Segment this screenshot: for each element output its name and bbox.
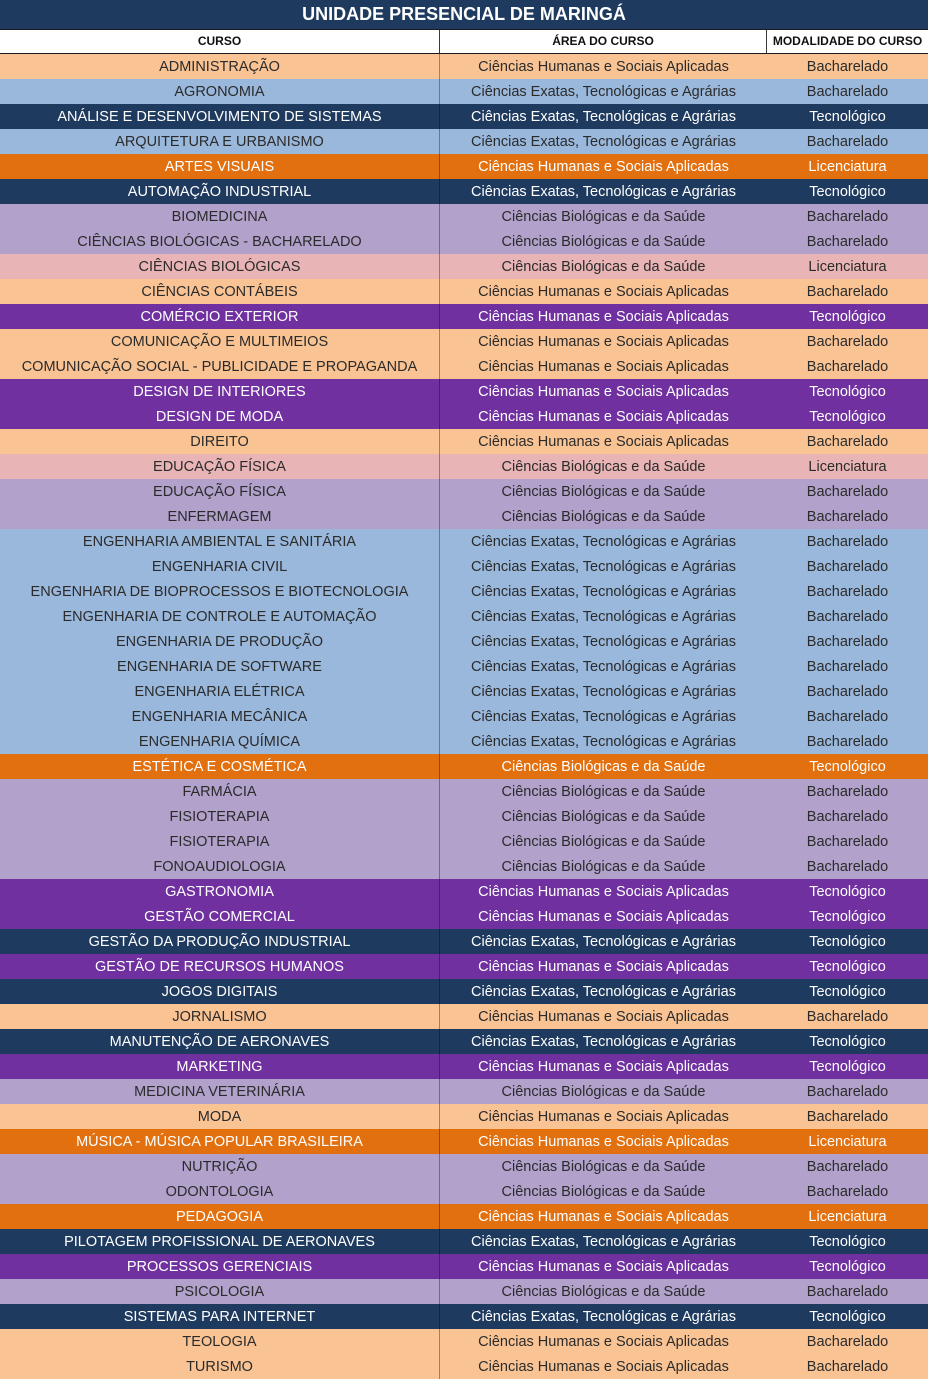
table-row bbox=[0, 679, 928, 704]
table-row bbox=[0, 604, 928, 629]
table-row bbox=[0, 529, 928, 554]
cell-area: Ciências Humanas e Sociais Aplicadas bbox=[478, 1334, 729, 1350]
cell-modalidade: Bacharelado bbox=[806, 584, 889, 600]
table-row bbox=[0, 954, 928, 979]
table-row bbox=[0, 854, 928, 879]
cell-curso: NUTRIÇÃO bbox=[0, 1154, 440, 1179]
cell-area: Ciências Humanas e Sociais Aplicadas bbox=[478, 59, 729, 75]
cell-modalidade: Tecnológico bbox=[809, 909, 886, 925]
cell-modalidade: Bacharelado bbox=[806, 809, 889, 825]
cell-curso: COMUNICAÇÃO SOCIAL - PUBLICIDADE E PROPAGANDA bbox=[0, 354, 440, 379]
cell-area: Ciências Biológicas e da Saúde bbox=[501, 784, 706, 800]
cell-area: Ciências Biológicas e da Saúde bbox=[501, 759, 706, 775]
cell-curso: ENGENHARIA CIVIL bbox=[0, 554, 440, 579]
cell-curso: COMUNICAÇÃO E MULTIMEIOS bbox=[0, 329, 440, 354]
table-row bbox=[0, 404, 928, 429]
cell-curso: MARKETING bbox=[0, 1054, 440, 1079]
cell-modalidade: Bacharelado bbox=[806, 1184, 889, 1200]
cell-curso: ADMINISTRAÇÃO bbox=[0, 54, 440, 79]
cell-curso: ANÁLISE E DESENVOLVIMENTO DE SISTEMAS bbox=[0, 104, 440, 129]
table-row bbox=[0, 304, 928, 329]
cell-area: Ciências Humanas e Sociais Aplicadas bbox=[478, 384, 729, 400]
cell-area: Ciências Humanas e Sociais Aplicadas bbox=[478, 359, 729, 375]
cell-area: Ciências Biológicas e da Saúde bbox=[501, 1159, 706, 1175]
cell-curso: ENGENHARIA DE CONTROLE E AUTOMAÇÃO bbox=[0, 604, 440, 629]
cell-modalidade: Tecnológico bbox=[809, 109, 886, 125]
cell-curso: ENGENHARIA DE SOFTWARE bbox=[0, 654, 440, 679]
cell-curso: COMÉRCIO EXTERIOR bbox=[0, 304, 440, 329]
cell-curso: ARTES VISUAIS bbox=[0, 154, 440, 179]
table-row bbox=[0, 829, 928, 854]
cell-modalidade: Bacharelado bbox=[806, 609, 889, 625]
table-row bbox=[0, 279, 928, 304]
cell-curso: ENGENHARIA QUÍMICA bbox=[0, 729, 440, 754]
cell-area: Ciências Biológicas e da Saúde bbox=[501, 1284, 706, 1300]
cell-modalidade: Bacharelado bbox=[806, 659, 889, 675]
cell-curso: CIÊNCIAS BIOLÓGICAS - BACHARELADO bbox=[0, 229, 440, 254]
table-row bbox=[0, 229, 928, 254]
cell-modalidade: Bacharelado bbox=[806, 559, 889, 575]
table-row bbox=[0, 104, 928, 129]
cell-curso: ODONTOLOGIA bbox=[0, 1179, 440, 1204]
cell-modalidade: Licenciatura bbox=[808, 1209, 887, 1225]
cell-modalidade: Tecnológico bbox=[809, 759, 886, 775]
table-row bbox=[0, 479, 928, 504]
cell-area: Ciências Exatas, Tecnológicas e Agrárias bbox=[471, 709, 736, 725]
table-row bbox=[0, 1104, 928, 1129]
cell-curso: BIOMEDICINA bbox=[0, 204, 440, 229]
table-row bbox=[0, 579, 928, 604]
cell-curso: CIÊNCIAS CONTÁBEIS bbox=[0, 279, 440, 304]
table-row bbox=[0, 554, 928, 579]
table-row bbox=[0, 1179, 928, 1204]
cell-modalidade: Tecnológico bbox=[809, 959, 886, 975]
table-row bbox=[0, 904, 928, 929]
table-row bbox=[0, 704, 928, 729]
cell-modalidade: Bacharelado bbox=[806, 1084, 889, 1100]
cell-area: Ciências Humanas e Sociais Aplicadas bbox=[478, 334, 729, 350]
header-row bbox=[0, 29, 928, 54]
cell-modalidade: Tecnológico bbox=[809, 934, 886, 950]
cell-curso: GESTÃO COMERCIAL bbox=[0, 904, 440, 929]
cell-modalidade: Bacharelado bbox=[806, 859, 889, 875]
cell-area: Ciências Exatas, Tecnológicas e Agrárias bbox=[471, 1309, 736, 1325]
cell-curso: PSICOLOGIA bbox=[0, 1279, 440, 1304]
cell-curso: DESIGN DE INTERIORES bbox=[0, 379, 440, 404]
cell-modalidade: Tecnológico bbox=[809, 984, 886, 1000]
cell-area: Ciências Exatas, Tecnológicas e Agrárias bbox=[471, 609, 736, 625]
table-row bbox=[0, 1004, 928, 1029]
cell-curso: ENGENHARIA MECÂNICA bbox=[0, 704, 440, 729]
table-row bbox=[0, 204, 928, 229]
cell-area: Ciências Biológicas e da Saúde bbox=[501, 1184, 706, 1200]
cell-modalidade: Bacharelado bbox=[806, 134, 889, 150]
header-curso: CURSO bbox=[0, 30, 440, 53]
table-row bbox=[0, 1254, 928, 1279]
cell-curso: PILOTAGEM PROFISSIONAL DE AERONAVES bbox=[0, 1229, 440, 1254]
cell-modalidade: Tecnológico bbox=[809, 884, 886, 900]
cell-curso: MEDICINA VETERINÁRIA bbox=[0, 1079, 440, 1104]
cell-curso: ARQUITETURA E URBANISMO bbox=[0, 129, 440, 154]
cell-modalidade: Tecnológico bbox=[809, 1034, 886, 1050]
cell-area: Ciências Exatas, Tecnológicas e Agrárias bbox=[471, 134, 736, 150]
cell-modalidade: Tecnológico bbox=[809, 1234, 886, 1250]
cell-curso: FISIOTERAPIA bbox=[0, 829, 440, 854]
cell-area: Ciências Biológicas e da Saúde bbox=[501, 809, 706, 825]
cell-area: Ciências Humanas e Sociais Aplicadas bbox=[478, 1259, 729, 1275]
table-row bbox=[0, 1204, 928, 1229]
cell-area: Ciências Humanas e Sociais Aplicadas bbox=[478, 159, 729, 175]
cell-area: Ciências Biológicas e da Saúde bbox=[501, 484, 706, 500]
cell-area: Ciências Humanas e Sociais Aplicadas bbox=[478, 959, 729, 975]
cell-modalidade: Bacharelado bbox=[806, 434, 889, 450]
cell-curso: ENGENHARIA ELÉTRICA bbox=[0, 679, 440, 704]
header-modalidade: MODALIDADE DO CURSO bbox=[772, 34, 923, 48]
cell-modalidade: Tecnológico bbox=[809, 184, 886, 200]
cell-area: Ciências Humanas e Sociais Aplicadas bbox=[478, 309, 729, 325]
cell-modalidade: Bacharelado bbox=[806, 1334, 889, 1350]
table-row bbox=[0, 79, 928, 104]
cell-curso: JORNALISMO bbox=[0, 1004, 440, 1029]
table-row bbox=[0, 379, 928, 404]
cell-area: Ciências Biológicas e da Saúde bbox=[501, 234, 706, 250]
table-row bbox=[0, 629, 928, 654]
cell-modalidade: Bacharelado bbox=[806, 234, 889, 250]
cell-area: Ciências Biológicas e da Saúde bbox=[501, 209, 706, 225]
cell-modalidade: Bacharelado bbox=[806, 784, 889, 800]
cell-modalidade: Licenciatura bbox=[808, 159, 887, 175]
cell-modalidade: Tecnológico bbox=[809, 1309, 886, 1325]
cell-modalidade: Bacharelado bbox=[806, 834, 889, 850]
cell-area: Ciências Biológicas e da Saúde bbox=[501, 259, 706, 275]
cell-area: Ciências Biológicas e da Saúde bbox=[501, 509, 706, 525]
table-row bbox=[0, 754, 928, 779]
cell-modalidade: Bacharelado bbox=[806, 334, 889, 350]
cell-modalidade: Bacharelado bbox=[806, 359, 889, 375]
table-row bbox=[0, 329, 928, 354]
table-row bbox=[0, 654, 928, 679]
cell-modalidade: Tecnológico bbox=[809, 1259, 886, 1275]
cell-modalidade: Tecnológico bbox=[809, 384, 886, 400]
cell-curso: GESTÃO DA PRODUÇÃO INDUSTRIAL bbox=[0, 929, 440, 954]
cell-modalidade: Bacharelado bbox=[806, 1109, 889, 1125]
cell-modalidade: Licenciatura bbox=[808, 459, 887, 475]
cell-area: Ciências Biológicas e da Saúde bbox=[501, 459, 706, 475]
cell-modalidade: Bacharelado bbox=[806, 634, 889, 650]
table-title: UNIDADE PRESENCIAL DE MARINGÁ bbox=[0, 0, 928, 29]
cell-modalidade: Licenciatura bbox=[808, 1134, 887, 1150]
cell-area: Ciências Exatas, Tecnológicas e Agrárias bbox=[471, 1234, 736, 1250]
table-row bbox=[0, 1154, 928, 1179]
cell-area: Ciências Exatas, Tecnológicas e Agrárias bbox=[471, 559, 736, 575]
cell-curso: ENFERMAGEM bbox=[0, 504, 440, 529]
cell-curso: PROCESSOS GERENCIAIS bbox=[0, 1254, 440, 1279]
cell-area: Ciências Exatas, Tecnológicas e Agrárias bbox=[471, 984, 736, 1000]
cell-curso: EDUCAÇÃO FÍSICA bbox=[0, 454, 440, 479]
cell-curso: EDUCAÇÃO FÍSICA bbox=[0, 479, 440, 504]
cell-area: Ciências Exatas, Tecnológicas e Agrárias bbox=[471, 84, 736, 100]
cell-curso: ESTÉTICA E COSMÉTICA bbox=[0, 754, 440, 779]
cell-area: Ciências Humanas e Sociais Aplicadas bbox=[478, 1009, 729, 1025]
table-row bbox=[0, 1054, 928, 1079]
table-row bbox=[0, 1229, 928, 1254]
cell-area: Ciências Biológicas e da Saúde bbox=[501, 859, 706, 875]
cell-modalidade: Tecnológico bbox=[809, 409, 886, 425]
table-row bbox=[0, 354, 928, 379]
table-row bbox=[0, 154, 928, 179]
table-row bbox=[0, 254, 928, 279]
cell-area: Ciências Exatas, Tecnológicas e Agrárias bbox=[471, 634, 736, 650]
table-row bbox=[0, 454, 928, 479]
cell-curso: MANUTENÇÃO DE AERONAVES bbox=[0, 1029, 440, 1054]
table-row bbox=[0, 179, 928, 204]
cell-modalidade: Bacharelado bbox=[806, 534, 889, 550]
cell-area: Ciências Humanas e Sociais Aplicadas bbox=[478, 434, 729, 450]
cell-modalidade: Bacharelado bbox=[806, 684, 889, 700]
cell-curso: MÚSICA - MÚSICA POPULAR BRASILEIRA bbox=[0, 1129, 440, 1154]
cell-curso: FISIOTERAPIA bbox=[0, 804, 440, 829]
table-row bbox=[0, 504, 928, 529]
cell-modalidade: Bacharelado bbox=[806, 734, 889, 750]
table-row bbox=[0, 1354, 928, 1379]
cell-curso: AGRONOMIA bbox=[0, 79, 440, 104]
cell-area: Ciências Humanas e Sociais Aplicadas bbox=[478, 1109, 729, 1125]
table-row bbox=[0, 54, 928, 79]
table-body bbox=[0, 54, 928, 1379]
cell-curso: AUTOMAÇÃO INDUSTRIAL bbox=[0, 179, 440, 204]
cell-modalidade: Bacharelado bbox=[806, 284, 889, 300]
cell-curso: GASTRONOMIA bbox=[0, 879, 440, 904]
cell-curso: DESIGN DE MODA bbox=[0, 404, 440, 429]
table-row bbox=[0, 1029, 928, 1054]
cell-modalidade: Bacharelado bbox=[806, 1284, 889, 1300]
table-row bbox=[0, 129, 928, 154]
cell-modalidade: Bacharelado bbox=[806, 484, 889, 500]
cell-area: Ciências Exatas, Tecnológicas e Agrárias bbox=[471, 734, 736, 750]
cell-modalidade: Licenciatura bbox=[808, 259, 887, 275]
cell-area: Ciências Exatas, Tecnológicas e Agrárias bbox=[471, 534, 736, 550]
cell-area: Ciências Biológicas e da Saúde bbox=[501, 1084, 706, 1100]
cell-area: Ciências Humanas e Sociais Aplicadas bbox=[478, 1059, 729, 1075]
cell-area: Ciências Exatas, Tecnológicas e Agrárias bbox=[471, 584, 736, 600]
table-row bbox=[0, 979, 928, 1004]
cell-area: Ciências Humanas e Sociais Aplicadas bbox=[478, 1359, 729, 1375]
cell-modalidade: Bacharelado bbox=[806, 709, 889, 725]
table-row bbox=[0, 929, 928, 954]
cell-curso: PEDAGOGIA bbox=[0, 1204, 440, 1229]
cell-area: Ciências Exatas, Tecnológicas e Agrárias bbox=[471, 109, 736, 125]
cell-modalidade: Bacharelado bbox=[806, 1009, 889, 1025]
table-row bbox=[0, 1079, 928, 1104]
cell-curso: ENGENHARIA DE BIOPROCESSOS E BIOTECNOLOGIA bbox=[0, 579, 440, 604]
cell-curso: TEOLOGIA bbox=[0, 1329, 440, 1354]
cell-modalidade: Bacharelado bbox=[806, 1359, 889, 1375]
table-row bbox=[0, 779, 928, 804]
cell-curso: GESTÃO DE RECURSOS HUMANOS bbox=[0, 954, 440, 979]
cell-curso: FONOAUDIOLOGIA bbox=[0, 854, 440, 879]
cell-area: Ciências Humanas e Sociais Aplicadas bbox=[478, 409, 729, 425]
cell-modalidade: Bacharelado bbox=[806, 509, 889, 525]
cell-modalidade: Bacharelado bbox=[806, 209, 889, 225]
cell-modalidade: Tecnológico bbox=[809, 309, 886, 325]
cell-curso: DIREITO bbox=[0, 429, 440, 454]
cell-modalidade: Bacharelado bbox=[806, 59, 889, 75]
cell-curso: SISTEMAS PARA INTERNET bbox=[0, 1304, 440, 1329]
header-area: ÁREA DO CURSO bbox=[440, 30, 767, 53]
cell-curso: ENGENHARIA AMBIENTAL E SANITÁRIA bbox=[0, 529, 440, 554]
cell-area: Ciências Biológicas e da Saúde bbox=[501, 834, 706, 850]
cell-area: Ciências Humanas e Sociais Aplicadas bbox=[478, 1134, 729, 1150]
cell-area: Ciências Exatas, Tecnológicas e Agrárias bbox=[471, 659, 736, 675]
table-row bbox=[0, 729, 928, 754]
cell-curso: ENGENHARIA DE PRODUÇÃO bbox=[0, 629, 440, 654]
table-row bbox=[0, 804, 928, 829]
cell-area: Ciências Exatas, Tecnológicas e Agrárias bbox=[471, 1034, 736, 1050]
cell-area: Ciências Exatas, Tecnológicas e Agrárias bbox=[471, 934, 736, 950]
cell-modalidade: Bacharelado bbox=[806, 84, 889, 100]
cell-area: Ciências Exatas, Tecnológicas e Agrárias bbox=[471, 684, 736, 700]
cell-modalidade: Bacharelado bbox=[806, 1159, 889, 1175]
table-row bbox=[0, 429, 928, 454]
table-row bbox=[0, 1129, 928, 1154]
cell-area: Ciências Exatas, Tecnológicas e Agrárias bbox=[471, 184, 736, 200]
cell-area: Ciências Humanas e Sociais Aplicadas bbox=[478, 909, 729, 925]
table-row bbox=[0, 879, 928, 904]
cell-curso: TURISMO bbox=[0, 1354, 440, 1379]
cell-curso: MODA bbox=[0, 1104, 440, 1129]
cell-curso: JOGOS DIGITAIS bbox=[0, 979, 440, 1004]
table-row bbox=[0, 1329, 928, 1354]
cell-area: Ciências Humanas e Sociais Aplicadas bbox=[478, 884, 729, 900]
cell-modalidade: Tecnológico bbox=[809, 1059, 886, 1075]
cell-area: Ciências Humanas e Sociais Aplicadas bbox=[478, 1209, 729, 1225]
table-row bbox=[0, 1279, 928, 1304]
cell-curso: FARMÁCIA bbox=[0, 779, 440, 804]
cell-curso: CIÊNCIAS BIOLÓGICAS bbox=[0, 254, 440, 279]
cell-area: Ciências Humanas e Sociais Aplicadas bbox=[478, 284, 729, 300]
table-row bbox=[0, 1304, 928, 1329]
